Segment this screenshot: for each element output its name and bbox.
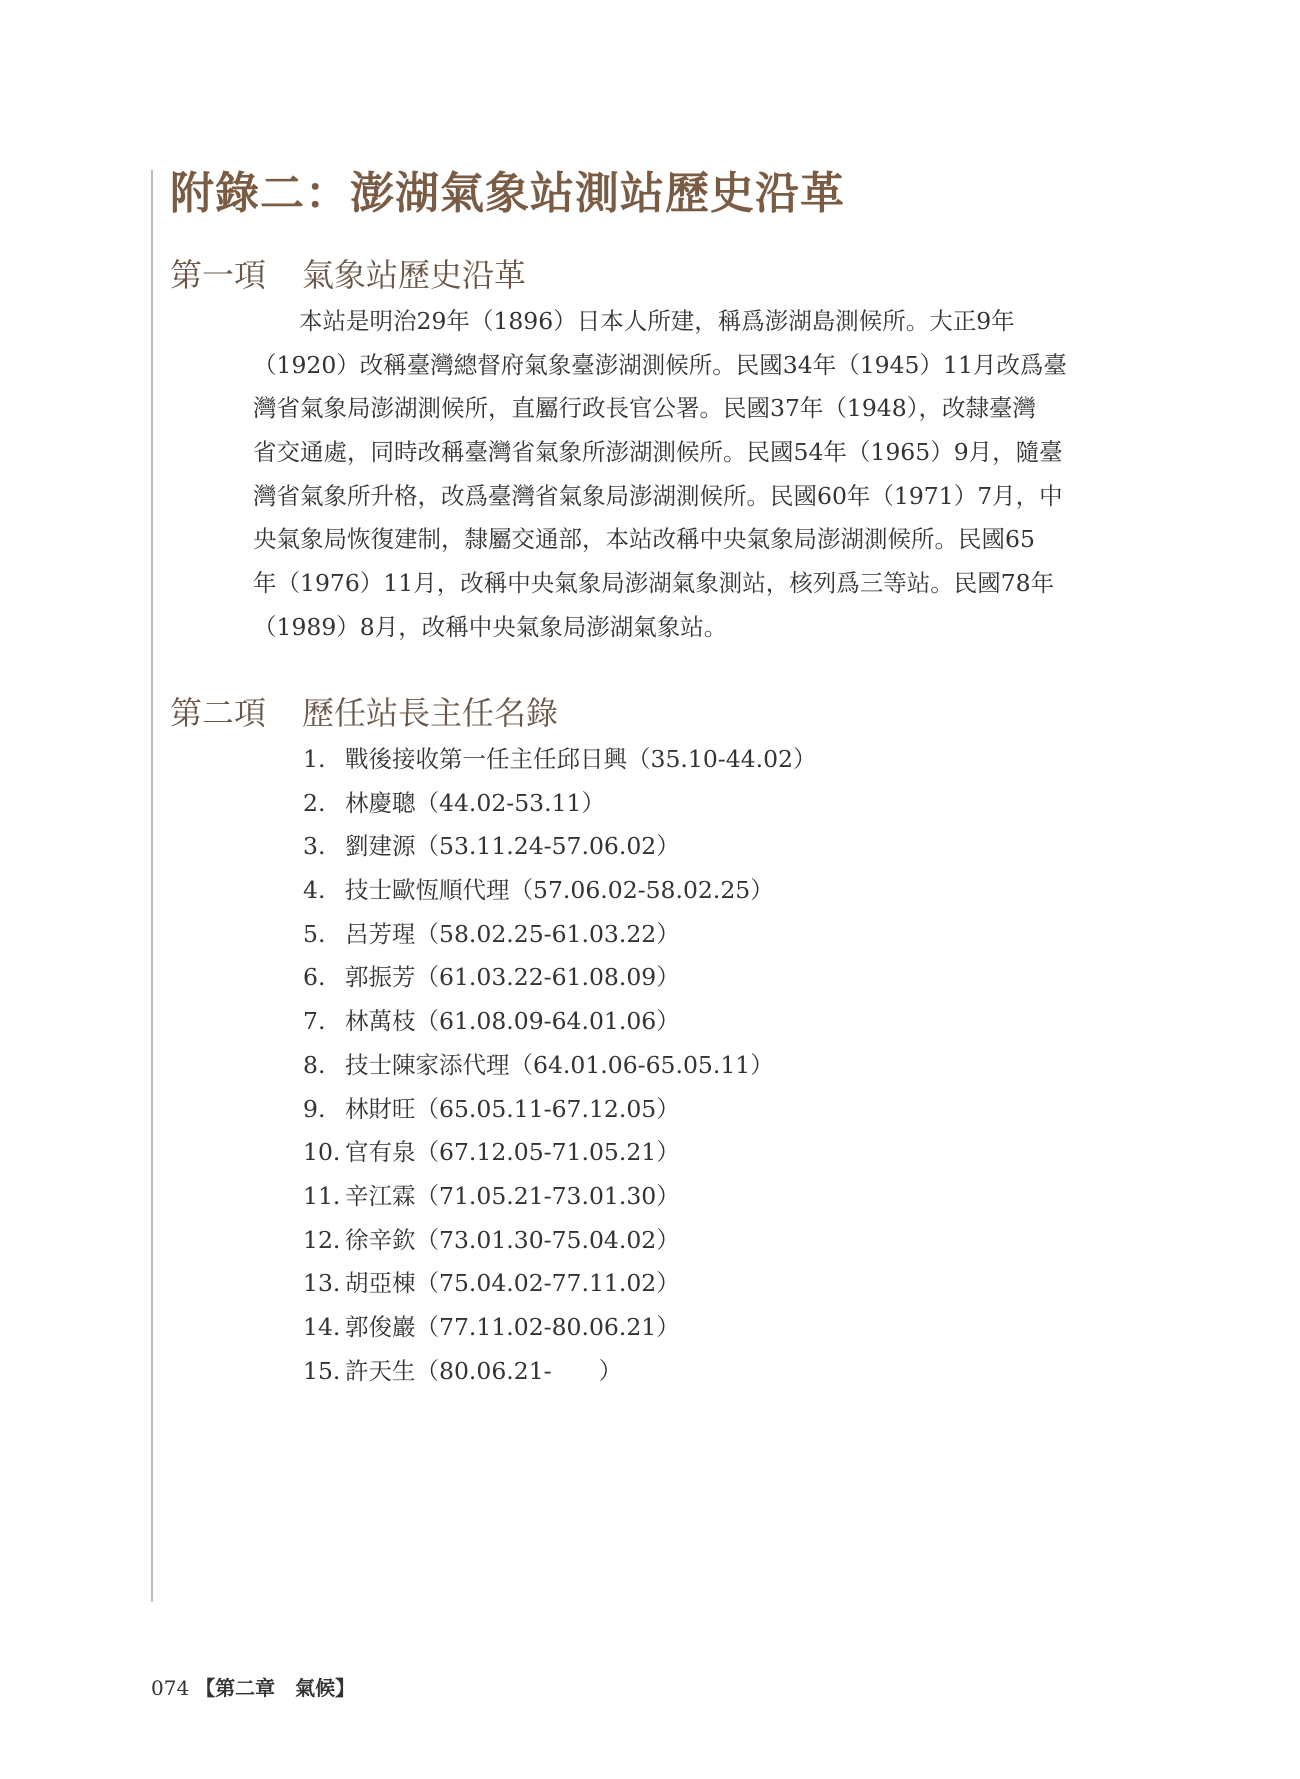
section-1-title: 氣象站歷史沿革 — [302, 256, 527, 294]
list-item — [303, 869, 1063, 913]
page-footer — [151, 1674, 355, 1702]
section-2-heading — [170, 691, 558, 735]
list-item-number: 13. — [303, 1269, 341, 1298]
section-2-title: 歷任站長主任名錄 — [302, 694, 559, 732]
page-number: 074 — [151, 1676, 190, 1700]
appendix-title: 附錄二：澎湖氣象站測站歷史沿革 — [170, 168, 845, 219]
list-item-number: 3. — [303, 832, 326, 861]
list-item-number: 5. — [303, 919, 326, 948]
list-item-text: 許天生（80.06.21- ） — [345, 1356, 623, 1385]
section-2-number: 第二項 — [170, 694, 267, 732]
paragraph-line: 灣省氣象局澎湖測候所，直屬行政長官公署。民國37年（1948），改隸臺灣 — [253, 394, 1036, 423]
list-item-number: 6. — [303, 963, 326, 992]
list-item — [303, 1044, 1063, 1088]
list-item — [303, 956, 1063, 1000]
list-item — [303, 1350, 1063, 1394]
history-paragraph — [253, 300, 1133, 650]
chapter-label: 【第二章 氣候】 — [195, 1676, 356, 1700]
list-item-text: 林萬枝（61.08.09-64.01.06） — [345, 1007, 680, 1036]
list-item-number: 10. — [303, 1138, 341, 1167]
list-item — [303, 782, 1063, 826]
list-item-text: 徐辛欽（73.01.30-75.04.02） — [345, 1225, 680, 1254]
list-item — [303, 1088, 1063, 1132]
list-item — [303, 738, 1063, 782]
paragraph-line: （1989）8月，改稱中央氣象局澎湖氣象站。 — [253, 612, 728, 641]
list-item — [303, 1131, 1063, 1175]
list-item — [303, 913, 1063, 957]
list-item-number: 7. — [303, 1007, 326, 1036]
list-item-text: 劉建源（53.11.24-57.06.02） — [345, 832, 680, 861]
director-list — [303, 738, 1063, 1393]
list-item-number: 12. — [303, 1225, 341, 1254]
list-item-text: 技士歐恆順代理（57.06.02-58.02.25） — [345, 876, 774, 905]
list-item-number: 14. — [303, 1312, 341, 1341]
list-item-number: 2. — [303, 788, 326, 817]
list-item-number: 9. — [303, 1094, 326, 1123]
list-item-text: 技士陳家添代理（64.01.06-65.05.11） — [345, 1050, 774, 1079]
list-item-text: 郭振芳（61.03.22-61.08.09） — [345, 963, 680, 992]
list-item-text: 戰後接收第一任主任邱日興（35.10-44.02） — [345, 745, 817, 773]
list-item-text: 呂芳瑆（58.02.25-61.03.22） — [345, 919, 680, 948]
list-item — [303, 1306, 1063, 1350]
list-item-number: 8. — [303, 1050, 326, 1079]
paragraph-line: 年（1976）11月，改稱中央氣象局澎湖氣象測站，核列爲三等站。民國78年 — [253, 569, 1055, 598]
list-item-number: 1. — [303, 745, 326, 773]
paragraph-line: 央氣象局恢復建制，隸屬交通部，本站改稱中央氣象局澎湖測候所。民國65 — [253, 525, 1035, 554]
paragraph-line: 省交通處，同時改稱臺灣省氣象所澎湖測候所。民國54年（1965）9月，隨臺 — [253, 438, 1063, 467]
list-item-number: 4. — [303, 876, 326, 905]
list-item — [303, 825, 1063, 869]
left-margin-rule — [151, 170, 153, 1602]
section-1-number: 第一項 — [170, 256, 267, 294]
list-item — [303, 1262, 1063, 1306]
list-item-text: 辛江霖（71.05.21-73.01.30） — [345, 1181, 680, 1210]
list-item-text: 林財旺（65.05.11-67.12.05） — [345, 1094, 680, 1123]
list-item-number: 11. — [303, 1181, 341, 1210]
list-item-text: 郭俊巖（77.11.02-80.06.21） — [345, 1312, 680, 1341]
list-item-text: 官有泉（67.12.05-71.05.21） — [345, 1138, 680, 1167]
paragraph-line: （1920）改稱臺灣總督府氣象臺澎湖測候所。民國34年（1945）11月改爲臺 — [253, 350, 1067, 379]
list-item-text: 胡亞棟（75.04.02-77.11.02） — [345, 1269, 680, 1298]
paragraph-line: 本站是明治29年（1896）日本人所建，稱爲澎湖島測候所。大正9年 — [299, 307, 1015, 335]
paragraph-line: 灣省氣象所升格，改爲臺灣省氣象局澎湖測候所。民國60年（1971）7月，中 — [253, 481, 1063, 510]
list-item — [303, 1219, 1063, 1263]
list-item — [303, 1175, 1063, 1219]
list-item — [303, 1000, 1063, 1044]
list-item-number: 15. — [303, 1356, 341, 1385]
section-1-heading — [170, 253, 526, 297]
list-item-text: 林慶聰（44.02-53.11） — [345, 788, 605, 817]
